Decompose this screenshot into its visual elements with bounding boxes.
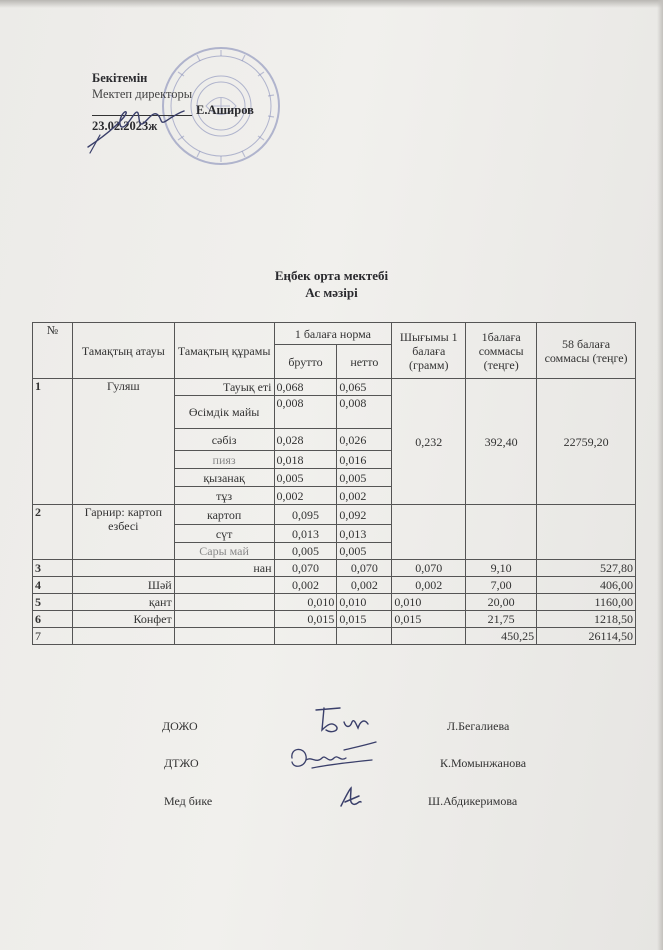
signature-role: Мед бике bbox=[164, 794, 213, 808]
page-shadow-top bbox=[0, 0, 663, 8]
header-consumption: Шығымы 1 балаға (грамм) bbox=[392, 323, 466, 379]
cell-netto: 0,013 bbox=[337, 525, 392, 543]
menu-table bbox=[32, 322, 636, 645]
cell-dish-name: Гуляш bbox=[72, 379, 174, 505]
table-row bbox=[33, 560, 636, 577]
signature-name: Л.Бегалиева bbox=[447, 719, 510, 733]
cell-ingredient: пияз bbox=[174, 451, 274, 469]
signature-name: Ш.Абдикеримова bbox=[428, 794, 518, 808]
header-brutto: брутто bbox=[274, 345, 337, 379]
cell-netto: 0,002 bbox=[337, 487, 392, 505]
cell-brutto: 0,008 bbox=[274, 396, 337, 429]
cell-sum-58: 1218,50 bbox=[537, 611, 636, 628]
cell-netto: 0,092 bbox=[337, 505, 392, 525]
cell-ingredient: сәбіз bbox=[174, 429, 274, 451]
cell-num: 4 bbox=[33, 577, 73, 594]
cell-sum-58: 22759,20 bbox=[537, 379, 636, 505]
cell-empty bbox=[392, 628, 466, 645]
cell-sum-58: 527,80 bbox=[537, 560, 636, 577]
table-row bbox=[33, 577, 636, 594]
cell-brutto: 0,095 bbox=[274, 505, 337, 525]
signature-role: ДТЖО bbox=[164, 756, 199, 770]
menu-title: Ас мәзірі bbox=[305, 285, 358, 300]
cell-consumption: 0,002 bbox=[392, 577, 466, 594]
approval-date: 23.02.2023ж bbox=[92, 119, 158, 133]
table-row bbox=[33, 594, 636, 611]
table-total-row bbox=[33, 628, 636, 645]
cell-brutto: 0,005 bbox=[274, 543, 337, 560]
cell-empty bbox=[174, 628, 274, 645]
cell-consumption: 0,070 bbox=[392, 560, 466, 577]
cell-num: 3 bbox=[33, 560, 73, 577]
cell-sum-one: 392,40 bbox=[466, 379, 537, 505]
cell-empty bbox=[337, 628, 392, 645]
cell-netto: 0,005 bbox=[337, 543, 392, 560]
school-name: Еңбек орта мектебі bbox=[274, 268, 389, 283]
cell-netto: 0,065 bbox=[337, 379, 392, 396]
cell-dish-name: Шәй bbox=[72, 577, 174, 594]
table-header-row bbox=[33, 323, 636, 345]
cell-ingredient: тұз bbox=[174, 487, 274, 505]
cell-sum-one: 9,10 bbox=[466, 560, 537, 577]
signature-dozho bbox=[310, 700, 380, 738]
cell-brutto: 0,015 bbox=[274, 611, 337, 628]
cell-brutto: 0,068 bbox=[274, 379, 337, 396]
cell-netto: 0,010 bbox=[337, 594, 392, 611]
header-sum-58: 58 балаға соммасы (теңге) bbox=[537, 323, 636, 379]
cell-netto: 0,008 bbox=[337, 396, 392, 429]
table-row bbox=[33, 611, 636, 628]
cell-netto: 0,026 bbox=[337, 429, 392, 451]
header-num: № bbox=[33, 323, 73, 379]
cell-ingredient: Тауық еті bbox=[174, 379, 274, 396]
cell-ingredient bbox=[174, 611, 274, 628]
cell-ingredient: нан bbox=[174, 560, 274, 577]
cell-ingredient: қызанақ bbox=[174, 469, 274, 487]
header-norm: 1 балаға норма bbox=[274, 323, 392, 345]
cell-brutto: 0,028 bbox=[274, 429, 337, 451]
cell-brutto: 0,070 bbox=[274, 560, 337, 577]
cell-sum-one: 20,00 bbox=[466, 594, 537, 611]
cell-ingredient bbox=[174, 594, 274, 611]
cell-num: 7 bbox=[33, 628, 73, 645]
cell-sum-one: 21,75 bbox=[466, 611, 537, 628]
cell-netto: 0,005 bbox=[337, 469, 392, 487]
director-name: Е.Аширов bbox=[196, 103, 254, 117]
approval-position: Мектеп директоры bbox=[92, 87, 193, 101]
cell-sum-one-empty bbox=[466, 505, 537, 560]
cell-sum-58-empty bbox=[537, 505, 636, 560]
cell-num: 1 bbox=[33, 379, 73, 505]
director-signature bbox=[80, 95, 190, 155]
cell-consumption-empty bbox=[392, 505, 466, 560]
signature-nurse bbox=[335, 784, 365, 810]
cell-ingredient bbox=[174, 577, 274, 594]
cell-consumption: 0,015 bbox=[392, 611, 466, 628]
cell-num: 5 bbox=[33, 594, 73, 611]
page-shadow-right bbox=[657, 0, 663, 950]
cell-netto: 0,070 bbox=[337, 560, 392, 577]
header-sum-one: 1балаға соммасы (теңге) bbox=[466, 323, 537, 379]
total-sum-one: 450,25 bbox=[466, 628, 537, 645]
cell-num: 2 bbox=[33, 505, 73, 560]
cell-netto: 0,015 bbox=[337, 611, 392, 628]
cell-consumption: 0,010 bbox=[392, 594, 466, 611]
cell-sum-58: 406,00 bbox=[537, 577, 636, 594]
cell-brutto: 0,002 bbox=[274, 487, 337, 505]
cell-brutto: 0,010 bbox=[274, 594, 337, 611]
signature-dtzho bbox=[282, 738, 382, 778]
header-dish-name: Тамақтың атауы bbox=[72, 323, 174, 379]
cell-brutto: 0,018 bbox=[274, 451, 337, 469]
approval-heading: Бекітемін bbox=[92, 71, 148, 85]
cell-brutto: 0,013 bbox=[274, 525, 337, 543]
header-composition: Тамақтың құрамы bbox=[174, 323, 274, 379]
cell-ingredient: картоп bbox=[174, 505, 274, 525]
cell-brutto: 0,002 bbox=[274, 577, 337, 594]
cell-netto: 0,002 bbox=[337, 577, 392, 594]
cell-dish-name: Конфет bbox=[72, 611, 174, 628]
cell-empty bbox=[274, 628, 337, 645]
table-row bbox=[33, 505, 636, 525]
cell-dish-name: қант bbox=[72, 594, 174, 611]
cell-consumption: 0,232 bbox=[392, 379, 466, 505]
cell-empty bbox=[72, 628, 174, 645]
signature-role: ДОЖО bbox=[162, 719, 198, 733]
signature-name: К.Момынжанова bbox=[440, 756, 527, 770]
cell-brutto: 0,005 bbox=[274, 469, 337, 487]
cell-netto: 0,016 bbox=[337, 451, 392, 469]
header-netto: нетто bbox=[337, 345, 392, 379]
total-sum-58: 26114,50 bbox=[537, 628, 636, 645]
cell-ingredient: Сары май bbox=[174, 543, 274, 560]
cell-ingredient: Өсімдік майы bbox=[174, 396, 274, 429]
cell-sum-58: 1160,00 bbox=[537, 594, 636, 611]
cell-dish-name bbox=[72, 560, 174, 577]
cell-dish-name: Гарнир: картоп езбесі bbox=[72, 505, 174, 560]
table-row bbox=[33, 379, 636, 396]
cell-sum-one: 7,00 bbox=[466, 577, 537, 594]
cell-ingredient: сүт bbox=[174, 525, 274, 543]
cell-num: 6 bbox=[33, 611, 73, 628]
